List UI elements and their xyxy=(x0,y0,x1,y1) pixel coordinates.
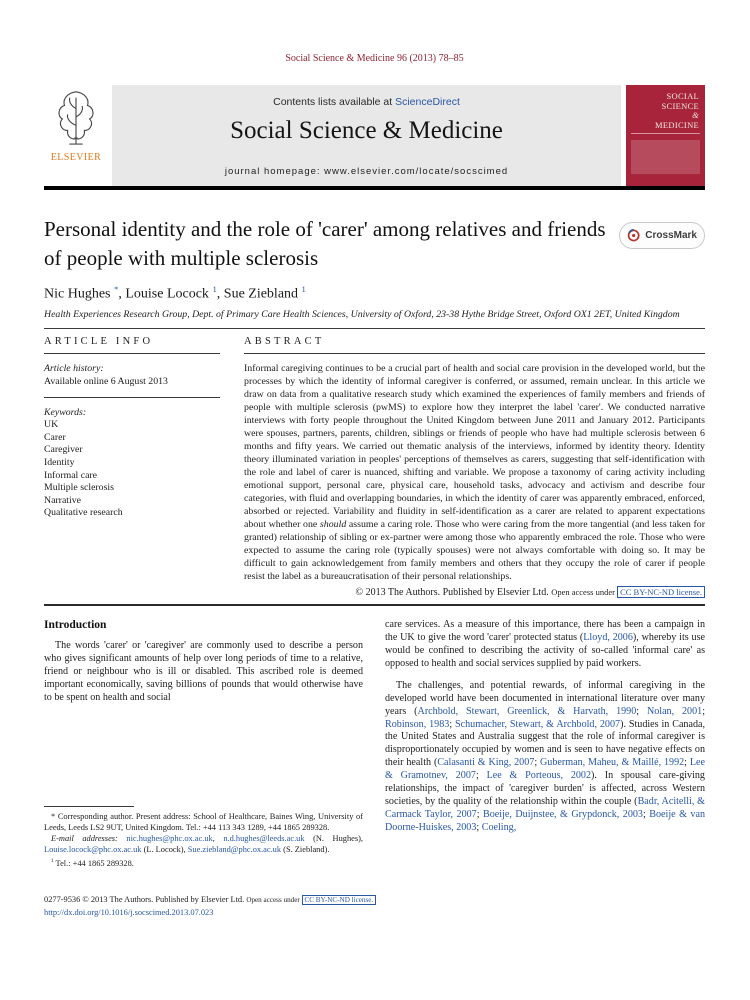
keyword: Carer xyxy=(44,431,66,443)
elsevier-tree-icon xyxy=(53,87,99,151)
text-segment: (L. Locock), xyxy=(141,844,188,854)
text-segment: ; xyxy=(534,757,541,769)
cover-line: SCIENCE xyxy=(661,100,699,111)
text-segment: Open access under xyxy=(551,587,618,598)
text-segment: ). Studies in Canada, the United States and Australia suggest that the role of informal caregiver is disproportionately occupied by women and is seen to have negative effects on their health ( xyxy=(385,718,705,769)
footnote-corresponding-author xyxy=(44,812,363,834)
abstract-section xyxy=(244,329,705,598)
article-info-heading: ARTICLE INFO xyxy=(44,329,220,354)
cover-line: SOCIAL xyxy=(666,91,699,101)
cover-art xyxy=(631,140,700,174)
body-paragraph xyxy=(385,680,705,835)
cover-divider xyxy=(631,133,700,134)
citation-link[interactable]: Lee & Gramotnev, 2007 xyxy=(385,757,705,782)
text-segment: , xyxy=(212,833,224,843)
article-info-section xyxy=(44,329,220,598)
citation-link[interactable]: Schumacher, Stewart, & Archbold, 2007 xyxy=(455,718,621,730)
crossmark-label: CrossMark xyxy=(645,230,697,241)
journal-header xyxy=(44,85,705,186)
citation-link[interactable]: Lee & Porteous, 2002 xyxy=(486,770,592,782)
keyword: Multiple sclerosis xyxy=(44,482,114,494)
email-link[interactable]: Louise.locock@phc.ox.ac.uk xyxy=(44,844,142,854)
text-segment: assume a caring role. Those who were caring from the more tangential (and less taken for granted) relationship of sibling or ex-partner were among those who apparently embraced the role. Those who were expected to assume the caring role (typically spouses) were not always comfortable with doing so. It may be difficult to gain acknowledgement from family members and others that they occupy the role of carer if people resist the label as a bureaucratisation of their personal relationships. xyxy=(244,519,705,583)
citation-link[interactable]: Calasanti & King, 2007 xyxy=(437,757,535,769)
text-segment: Nic Hughes xyxy=(44,286,114,302)
corresponding-author-marker[interactable]: * xyxy=(114,284,119,294)
text-segment: (S. Ziebland). xyxy=(281,844,330,854)
footnote-divider xyxy=(44,806,134,807)
journal-title: Social Science & Medicine xyxy=(230,117,503,144)
contents-text: Contents lists available at xyxy=(273,96,396,108)
abstract-heading: ABSTRACT xyxy=(244,329,705,354)
email-link[interactable]: nic.hughes@phc.ox.ac.uk xyxy=(126,833,213,843)
abstract-text xyxy=(244,362,705,583)
elsevier-logo xyxy=(44,85,108,186)
text-segment: 0277-9536 © 2013 The Authors. Published by Elsevier Ltd. xyxy=(44,895,247,905)
keyword: Identity xyxy=(44,456,75,468)
issn-copyright-line xyxy=(44,895,705,906)
text-segment: ; xyxy=(476,821,482,833)
text-segment: care services. As a measure of this importance, there has been a campaign in the UK to give the word 'carer' protected status ( xyxy=(385,619,705,644)
page-content xyxy=(44,0,705,917)
journal-cover xyxy=(626,85,705,186)
keyword: UK xyxy=(44,419,59,431)
keywords-block xyxy=(44,398,220,529)
footnotes xyxy=(44,806,363,869)
citation-link[interactable]: Boeije, Duijnstee, & Grypdonck, 2003 xyxy=(483,808,643,820)
text-segment: ), whereby its use would be confined to describing the activity of so-called 'informal care' as opposed to health and social services supplied by paid workers. xyxy=(385,632,705,669)
article-history xyxy=(44,354,220,398)
cc-license-link[interactable]: CC BY-NC-ND license. xyxy=(617,586,705,598)
journal-citation: Social Science & Medicine 96 (2013) 78–85 xyxy=(285,53,464,64)
text-segment: , Sue Ziebland xyxy=(216,286,302,302)
email-link[interactable]: Sue.ziebland@phc.ox.ac.uk xyxy=(187,844,282,854)
header-rule xyxy=(44,186,705,190)
footnote-tel xyxy=(44,856,363,870)
citation-link[interactable]: Nolan, 2001 xyxy=(646,705,703,717)
text-segment: ; xyxy=(476,808,484,820)
text-segment: Open access under xyxy=(246,896,302,905)
text-segment: should xyxy=(319,519,347,531)
text-segment: ; xyxy=(702,705,705,717)
email-link[interactable]: n.d.hughes@leeds.ac.uk xyxy=(223,833,305,843)
text-segment: E-mail addresses: xyxy=(51,833,127,843)
text-segment: Informal caregiving continues to be a crucial part of health and social care provision in the developed world, but the processes by which the identity of informal caregiver is conferred, or assumed, remain unclear. In this article we draw on data from a qualitative research study which examined the experiences of family members and friends of people with multiple sclerosis (pwMS) to explore how they interpret the label 'carer'. We conducted narrative interviews with forty people throughout the United Kingdom between June 2011 and January 2012. Participants were spouses, partners, parents, children, siblings or friends of people who have had multiple sclerosis between 6 months and fifty years. We carried out thematic analysis of the interviews, informed by identity theory. Identity theory illuminated variation in peoples' perceptions of themselves as carers, suggesting that self-identification with the role and label of carer is nuanced, shifting and variable. We propose a taxonomy of caring activity including emotional support, personal care, physical care, household tasks, advocacy and activism and describe four categories, with fluid and overlapping boundaries, in which the identity of carer was apparently embraced, enforced, absorbed or rejected. Variability and fluidity in self-identification as a carer are related to apparent expectations about whether one xyxy=(244,363,705,531)
text-segment: ; xyxy=(684,757,690,769)
text-segment: ; xyxy=(636,705,647,717)
text-segment: Tel.: +44 1865 289328. xyxy=(53,858,134,868)
cc-license-link[interactable]: CC BY-NC-ND license. xyxy=(302,895,377,905)
body-paragraph xyxy=(385,619,705,671)
publisher-footer xyxy=(44,895,705,917)
keyword: Informal care xyxy=(44,469,98,481)
keywords-label: Keywords: xyxy=(44,407,87,419)
doi-link[interactable]: http://dx.doi.org/10.1016/j.socscimed.2013.07.023 xyxy=(44,907,214,917)
journal-banner xyxy=(112,85,621,186)
authors-line xyxy=(44,284,705,303)
text-segment: ; xyxy=(449,718,456,730)
citation-link[interactable]: Boeije & van Doorne-Huiskes, 2003 xyxy=(385,808,705,833)
cover-line: MEDICINE xyxy=(655,119,699,130)
text-segment: , Louise Locock xyxy=(118,286,213,302)
text-segment: The challenges, and potential rewards, of informal caregiving in the developed world have been documented in international literature over many years ( xyxy=(385,679,705,717)
keyword: Qualitative research xyxy=(44,507,123,519)
affiliation: Health Experiences Research Group, Dept. of Primary Care Health Sciences, University of Oxford, 23-38 Hythe Bridge Street, Oxford OX1 2ET, United Kingdom xyxy=(44,308,680,320)
section-heading-introduction: Introduction xyxy=(44,619,107,632)
footnote-emails xyxy=(44,834,363,856)
section-divider xyxy=(44,604,705,606)
citation-link[interactable]: Badr, Acitelli, & Carmack Taylor, 2007 xyxy=(385,795,705,820)
text-segment: 1 xyxy=(51,857,54,864)
article-title: Personal identity and the role of 'carer' among relatives and friends of people with multiple sclerosis xyxy=(44,217,606,270)
abstract-copyright xyxy=(244,587,705,598)
body-column-right xyxy=(385,619,705,871)
article-history-label: Article history: xyxy=(44,363,104,375)
cover-line: & xyxy=(692,110,699,120)
elsevier-wordmark: ELSEVIER xyxy=(50,152,102,163)
text-segment: ; xyxy=(642,808,650,820)
contents-line xyxy=(112,85,621,108)
text-segment: © 2013 The Authors. Published by Elsevier Ltd. xyxy=(355,587,552,599)
citation-link[interactable]: Coeling, xyxy=(481,821,517,833)
keyword: Caregiver xyxy=(44,444,83,456)
text-segment: (N. Hughes), xyxy=(304,833,364,843)
author-affiliation-marker[interactable]: 1 xyxy=(212,284,217,294)
text-segment: * Corresponding author. Present address: School of Healthcare, Baines Wing, University of Leeds, Leeds LS2 9UT, United Kingdom. Tel.: +44 113 343 1289, +44 1865 289328. xyxy=(44,812,363,833)
journal-homepage-link[interactable]: journal homepage: www.elsevier.com/locate/socscimed xyxy=(224,166,509,177)
info-abstract-section xyxy=(44,329,705,598)
article-body xyxy=(44,619,705,871)
citation-link[interactable]: Archbold, Stewart, Greenlick, & Harvath, 1990 xyxy=(417,705,637,717)
citation-link[interactable]: Lloyd, 2006 xyxy=(583,632,633,644)
author-affiliation-marker[interactable]: 1 xyxy=(301,284,306,294)
text-segment: ). In spousal care-giving relationships, the impact of 'caregiver burden' is affected, across Western societies, by the quality of the relationship within the couple ( xyxy=(385,770,705,807)
keyword: Narrative xyxy=(44,494,81,506)
intro-paragraph: The words 'carer' or 'caregiver' are commonly used to describe a person who gives significant amounts of help over long periods of time to a relative, friend or neighbour who is ill or disabled. This ascribed role is deemed important economically, saving billions of pounds that would otherwise have to be spent on health and social xyxy=(44,640,363,703)
crossmark-icon xyxy=(627,227,640,244)
text-segment: ; xyxy=(475,770,487,782)
journal-cover-title xyxy=(655,92,699,130)
citation-link[interactable]: Guberman, Maheu, & Maillé, 1992 xyxy=(540,757,685,769)
body-column-left xyxy=(44,619,363,871)
sciencedirect-link[interactable]: ScienceDirect xyxy=(395,96,460,108)
citation-link[interactable]: Robinson, 1983 xyxy=(385,718,450,730)
available-online-date: Available online 6 August 2013 xyxy=(44,376,168,388)
crossmark-badge[interactable] xyxy=(619,222,705,249)
